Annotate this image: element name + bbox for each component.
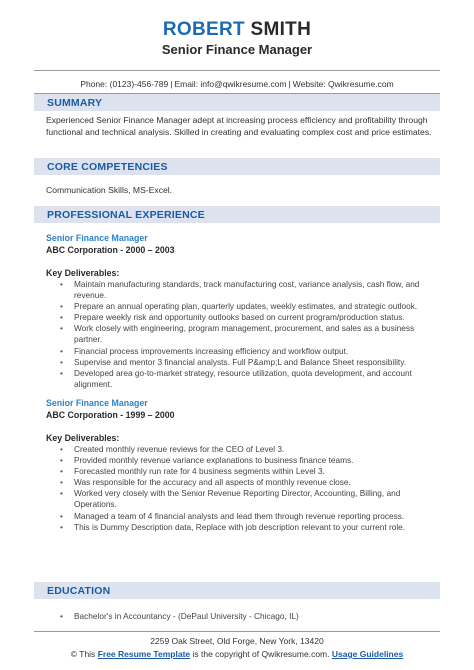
job-2-deliverables-label: Key Deliverables: xyxy=(46,433,120,443)
job-1-bullets xyxy=(60,279,430,390)
phone-text: Phone: (0123)-456-789 xyxy=(80,79,169,89)
section-competencies-heading: CORE COMPETENCIES xyxy=(47,161,168,173)
job-2-title: Senior Finance Manager xyxy=(46,398,148,408)
free-template-link[interactable]: Free Resume Template xyxy=(97,649,191,659)
candidate-title: Senior Finance Manager xyxy=(161,42,313,57)
section-competencies-bar xyxy=(34,158,440,175)
list-item: • Supervise and mentor 3 financial analysts. Full P&amp;L and Balance Sheet responsibility. xyxy=(60,357,430,368)
summary-text: Experienced Senior Finance Manager adept at increasing process efficiency and profitability through functional and technical analysis. Skilled in creating and evaluating complex cost and price estimates. xyxy=(46,115,432,137)
list-item: • Developed area go-to-market strategy, resource utilization, quota development, and account alignment. xyxy=(60,368,430,390)
list-item: • Work closely with engineering, program management, procurement, and sales as a business partner. xyxy=(60,323,430,345)
section-summary-bar xyxy=(34,94,440,111)
website-link[interactable]: Website: Qwikresume.com xyxy=(292,79,394,89)
competencies-text: Communication Skills, MS-Excel. xyxy=(46,185,173,195)
section-experience-heading: PROFESSIONAL EXPERIENCE xyxy=(47,209,205,221)
last-name: SMITH xyxy=(250,19,312,40)
list-item: • Provided monthly revenue variance explanations to business finance teams. xyxy=(60,455,430,466)
job-1-company: ABC Corporation - 2000 – 2003 xyxy=(46,245,175,255)
education-list xyxy=(60,611,430,622)
section-experience-bar xyxy=(34,206,440,223)
first-name: ROBERT xyxy=(162,19,245,40)
list-item: • Financial process improvements increasing efficiency and workflow output. xyxy=(60,346,430,357)
copyright-middle: is the copyright of Qwikresume.com. xyxy=(192,649,330,659)
footer-divider xyxy=(34,631,440,632)
list-item: • Bachelor's in Accountancy - (DePaul University - Chicago, IL) xyxy=(60,611,430,622)
list-item: • Worked very closely with the Senior Revenue Reporting Director, Accounting, Billing, and Operations. xyxy=(60,488,430,510)
job-1-title: Senior Finance Manager xyxy=(46,233,148,243)
usage-guidelines-link[interactable]: Usage Guidelines xyxy=(331,649,404,659)
list-item: • Prepare weekly risk and opportunity outlooks based on current program/production status. xyxy=(60,312,430,323)
header-divider-top xyxy=(34,70,440,71)
contact-line: Phone: (0123)-456-789 | Email: info@qwikresume.com | Website: Qwikresume.com xyxy=(80,79,394,89)
list-item: • Maintain manufacturing standards, track manufacturing cost, variance analysis, cash flow, and revenue. xyxy=(60,279,430,301)
list-item: • Created monthly revenue reviews for the CEO of Level 3. xyxy=(60,444,430,455)
section-summary-heading: SUMMARY xyxy=(47,97,103,109)
list-item: • Forecasted monthly run rate for 4 business segments within Level 3. xyxy=(60,466,430,477)
list-item: • Prepare an annual operating plan, quarterly updates, weekly estimates, and strategic outlook. xyxy=(60,301,430,312)
copyright-prefix: © This xyxy=(70,649,96,659)
section-education-bar xyxy=(34,582,440,599)
list-item: • This is Dummy Description data, Replace with job description relevant to your current role. xyxy=(60,522,430,533)
job-2-bullets xyxy=(60,444,430,533)
candidate-name xyxy=(0,20,474,40)
footer-copyright xyxy=(0,649,474,659)
job-1-deliverables-label: Key Deliverables: xyxy=(46,268,120,278)
footer-address: 2259 Oak Street, Old Forge, New York, 13420 xyxy=(150,636,324,646)
section-education-heading: EDUCATION xyxy=(47,585,111,597)
list-item: • Was responsible for the accuracy and all aspects of monthly revenue close. xyxy=(60,477,430,488)
list-item: • Managed a team of 4 financial analysts and lead them through revenue reporting process. xyxy=(60,511,430,522)
job-2-company: ABC Corporation - 1999 – 2000 xyxy=(46,410,175,420)
email-link[interactable]: Email: info@qwikresume.com xyxy=(174,79,287,89)
